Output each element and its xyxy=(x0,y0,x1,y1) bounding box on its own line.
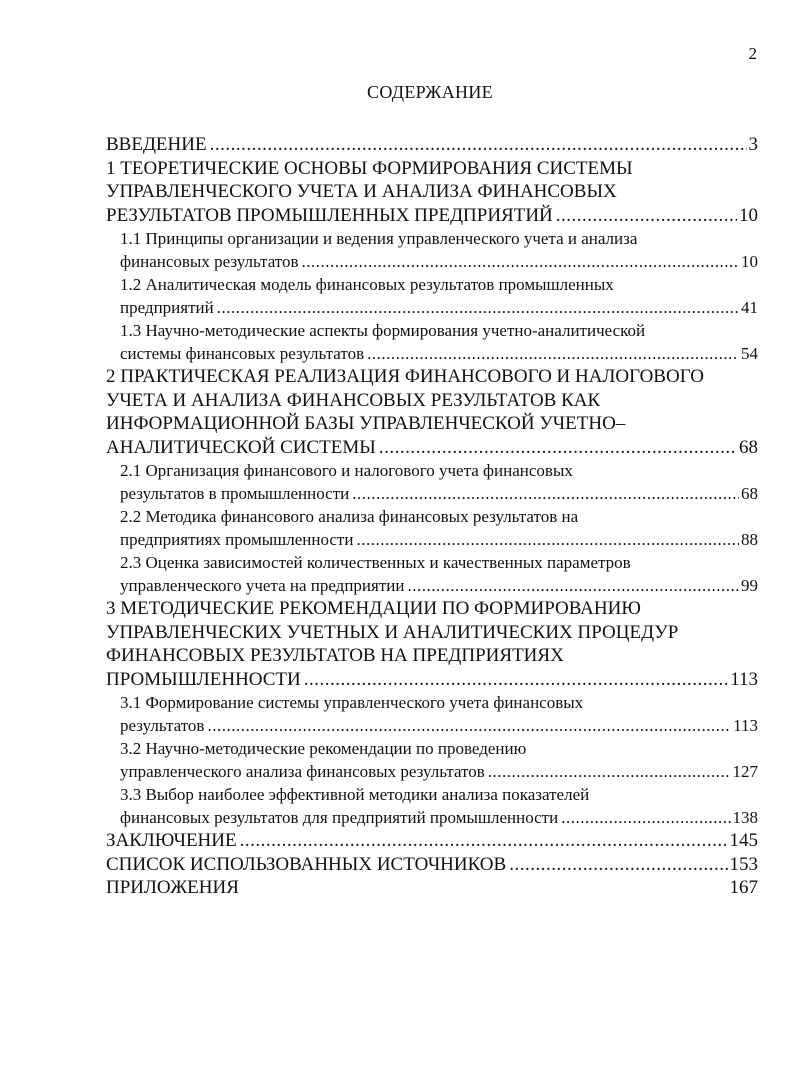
toc-entry-title: финансовых результатов xyxy=(120,252,299,271)
toc-entry[interactable] xyxy=(106,737,758,783)
toc-entry[interactable] xyxy=(106,691,758,737)
toc-entry[interactable] xyxy=(106,597,758,691)
toc-entry[interactable] xyxy=(106,551,758,597)
toc-entry-line: 2.3 Оценка зависимостей количественных и качественных параметров xyxy=(120,553,631,572)
toc-entry-row xyxy=(106,668,758,692)
toc-entry-line: 3.2 Научно-методические рекомендации по проведению xyxy=(120,739,527,758)
toc-page-number: 113 xyxy=(733,716,758,735)
toc-entry-line: УПРАВЛЕНЧЕСКОГО УЧЕТА И АНАЛИЗА ФИНАНСОВЫХ xyxy=(106,181,617,202)
toc-entry-title: управленческого анализа финансовых результатов xyxy=(120,762,485,781)
dot-leader xyxy=(556,204,737,228)
toc-entry-title: управленческого учета на предприятии xyxy=(120,576,405,595)
dot-leader xyxy=(217,296,739,319)
toc-entry-line: 1.2 Аналитическая модель финансовых результатов промышленных xyxy=(120,275,614,294)
toc-entry-row xyxy=(106,853,758,877)
toc-entry-line: 2.2 Методика финансового анализа финансовых результатов на xyxy=(120,507,579,526)
dot-leader xyxy=(210,133,747,157)
toc-entry-line: 2 ПРАКТИЧЕСКАЯ РЕАЛИЗАЦИЯ ФИНАНСОВОГО И НАЛОГОВОГО xyxy=(106,366,704,387)
toc-entry[interactable] xyxy=(106,273,758,319)
toc-page-number: 138 xyxy=(732,808,758,827)
toc-entry-title: системы финансовых результатов xyxy=(120,344,365,363)
page-number: 2 xyxy=(748,44,757,63)
toc-entry-row xyxy=(106,829,758,853)
toc-page-number: 88 xyxy=(741,530,758,549)
toc-entry-line: ФИНАНСОВЫХ РЕЗУЛЬТАТОВ НА ПРЕДПРИЯТИЯХ xyxy=(106,645,564,666)
toc-entry-line: 3 МЕТОДИЧЕСКИЕ РЕКОМЕНДАЦИИ ПО ФОРМИРОВАНИЮ xyxy=(106,598,641,619)
toc-page-number: 99 xyxy=(741,576,758,595)
toc-entry[interactable] xyxy=(106,783,758,829)
toc-entry-title: АНАЛИТИЧЕСКОЙ СИСТЕМЫ xyxy=(106,436,376,458)
dot-leader xyxy=(561,806,730,829)
toc-page-number: 127 xyxy=(732,762,758,781)
toc-entry-line: 3.3 Выбор наиболее эффективной методики анализа показателей xyxy=(120,785,590,804)
toc-entry[interactable] xyxy=(106,133,758,157)
dot-leader xyxy=(352,482,739,505)
toc-entry[interactable] xyxy=(106,365,758,459)
toc-entry-row xyxy=(120,342,758,365)
toc-entry-row xyxy=(106,204,758,228)
toc-entry-title: предприятий xyxy=(120,298,214,317)
toc-page-number: 113 xyxy=(730,668,758,690)
toc-entry-row xyxy=(120,714,758,737)
toc-page-number: 10 xyxy=(741,252,758,271)
dot-leader xyxy=(304,668,728,692)
toc-entry[interactable] xyxy=(106,319,758,365)
toc-entry-title: ВВЕДЕНИЕ xyxy=(106,134,207,155)
toc-entry-row xyxy=(120,250,758,273)
dot-leader xyxy=(379,436,737,460)
toc-entry-line: 1.3 Научно-методические аспекты формирования учетно-аналитической xyxy=(120,321,646,340)
dot-leader xyxy=(356,528,739,551)
toc-entry-title: ЗАКЛЮЧЕНИЕ xyxy=(106,830,237,851)
toc-entry-title: результатов в промышленности xyxy=(120,484,350,503)
toc-page-number: 153 xyxy=(729,853,758,875)
toc-page-number: 145 xyxy=(729,830,758,851)
dot-leader xyxy=(367,342,739,365)
dot-leader xyxy=(407,574,739,597)
toc-entry-line: ИНФОРМАЦИОННОЙ БАЗЫ УПРАВЛЕНЧЕСКОЙ УЧЕТНО– xyxy=(106,413,626,434)
toc-entry-line: 1 ТЕОРЕТИЧЕСКИЕ ОСНОВЫ ФОРМИРОВАНИЯ СИСТЕМЫ xyxy=(106,157,633,179)
toc-entry-row xyxy=(106,436,758,460)
toc-entry-line: 1.1 Принципы организации и ведения управленческого учета и анализа xyxy=(120,229,638,248)
toc-page-number: 167 xyxy=(729,877,758,898)
dot-leader xyxy=(207,714,731,737)
toc-page-number: 10 xyxy=(739,204,758,226)
toc-entry-title: РЕЗУЛЬТАТОВ ПРОМЫШЛЕННЫХ ПРЕДПРИЯТИЙ xyxy=(106,204,553,226)
toc-entry-line: УЧЕТА И АНАЛИЗА ФИНАНСОВЫХ РЕЗУЛЬТАТОВ КАК xyxy=(106,389,601,411)
table-of-contents xyxy=(106,133,758,900)
dot-leader xyxy=(488,760,731,783)
toc-page-number: 68 xyxy=(741,484,758,503)
toc-entry[interactable] xyxy=(106,505,758,551)
toc-page-number: 3 xyxy=(748,134,758,155)
toc-entry-title: ПРОМЫШЛЕННОСТИ xyxy=(106,668,301,690)
toc-entry-row xyxy=(120,528,758,551)
toc-entry-row xyxy=(120,574,758,597)
toc-entry-row xyxy=(120,482,758,505)
toc-entry-row xyxy=(106,876,758,900)
toc-entry-title: финансовых результатов для предприятий промышленности xyxy=(120,808,559,827)
toc-entry-row xyxy=(120,806,758,829)
toc-entry-line: 3.1 Формирование системы управленческого учета финансовых xyxy=(120,693,584,712)
toc-entry-row xyxy=(120,760,758,783)
page-title: СОДЕРЖАНИЕ xyxy=(367,82,493,102)
toc-entry[interactable] xyxy=(106,853,758,877)
toc-entry[interactable] xyxy=(106,227,758,273)
toc-entry-title: результатов xyxy=(120,716,205,735)
toc-entry[interactable] xyxy=(106,459,758,505)
toc-entry-row xyxy=(106,133,758,157)
toc-entry[interactable] xyxy=(106,876,758,900)
dot-leader xyxy=(302,250,739,273)
toc-entry-line: 2.1 Организация финансового и налогового учета финансовых xyxy=(120,461,573,480)
toc-entry-title: предприятиях промышленности xyxy=(120,530,354,549)
toc-entry-title: СПИСОК ИСПОЛЬЗОВАННЫХ ИСТОЧНИКОВ xyxy=(106,853,507,875)
toc-entry-line: УПРАВЛЕНЧЕСКИХ УЧЕТНЫХ И АНАЛИТИЧЕСКИХ ПРОЦЕДУР xyxy=(106,621,679,643)
toc-entry-row xyxy=(120,296,758,319)
dot-leader xyxy=(240,829,728,853)
toc-entry-title: ПРИЛОЖЕНИЯ xyxy=(106,877,239,898)
toc-page-number: 41 xyxy=(741,298,758,317)
toc-page-number: 68 xyxy=(739,436,758,458)
toc-page-number: 54 xyxy=(741,344,758,363)
toc-entry[interactable] xyxy=(106,829,758,853)
dot-leader xyxy=(509,853,727,877)
toc-entry[interactable] xyxy=(106,157,758,228)
